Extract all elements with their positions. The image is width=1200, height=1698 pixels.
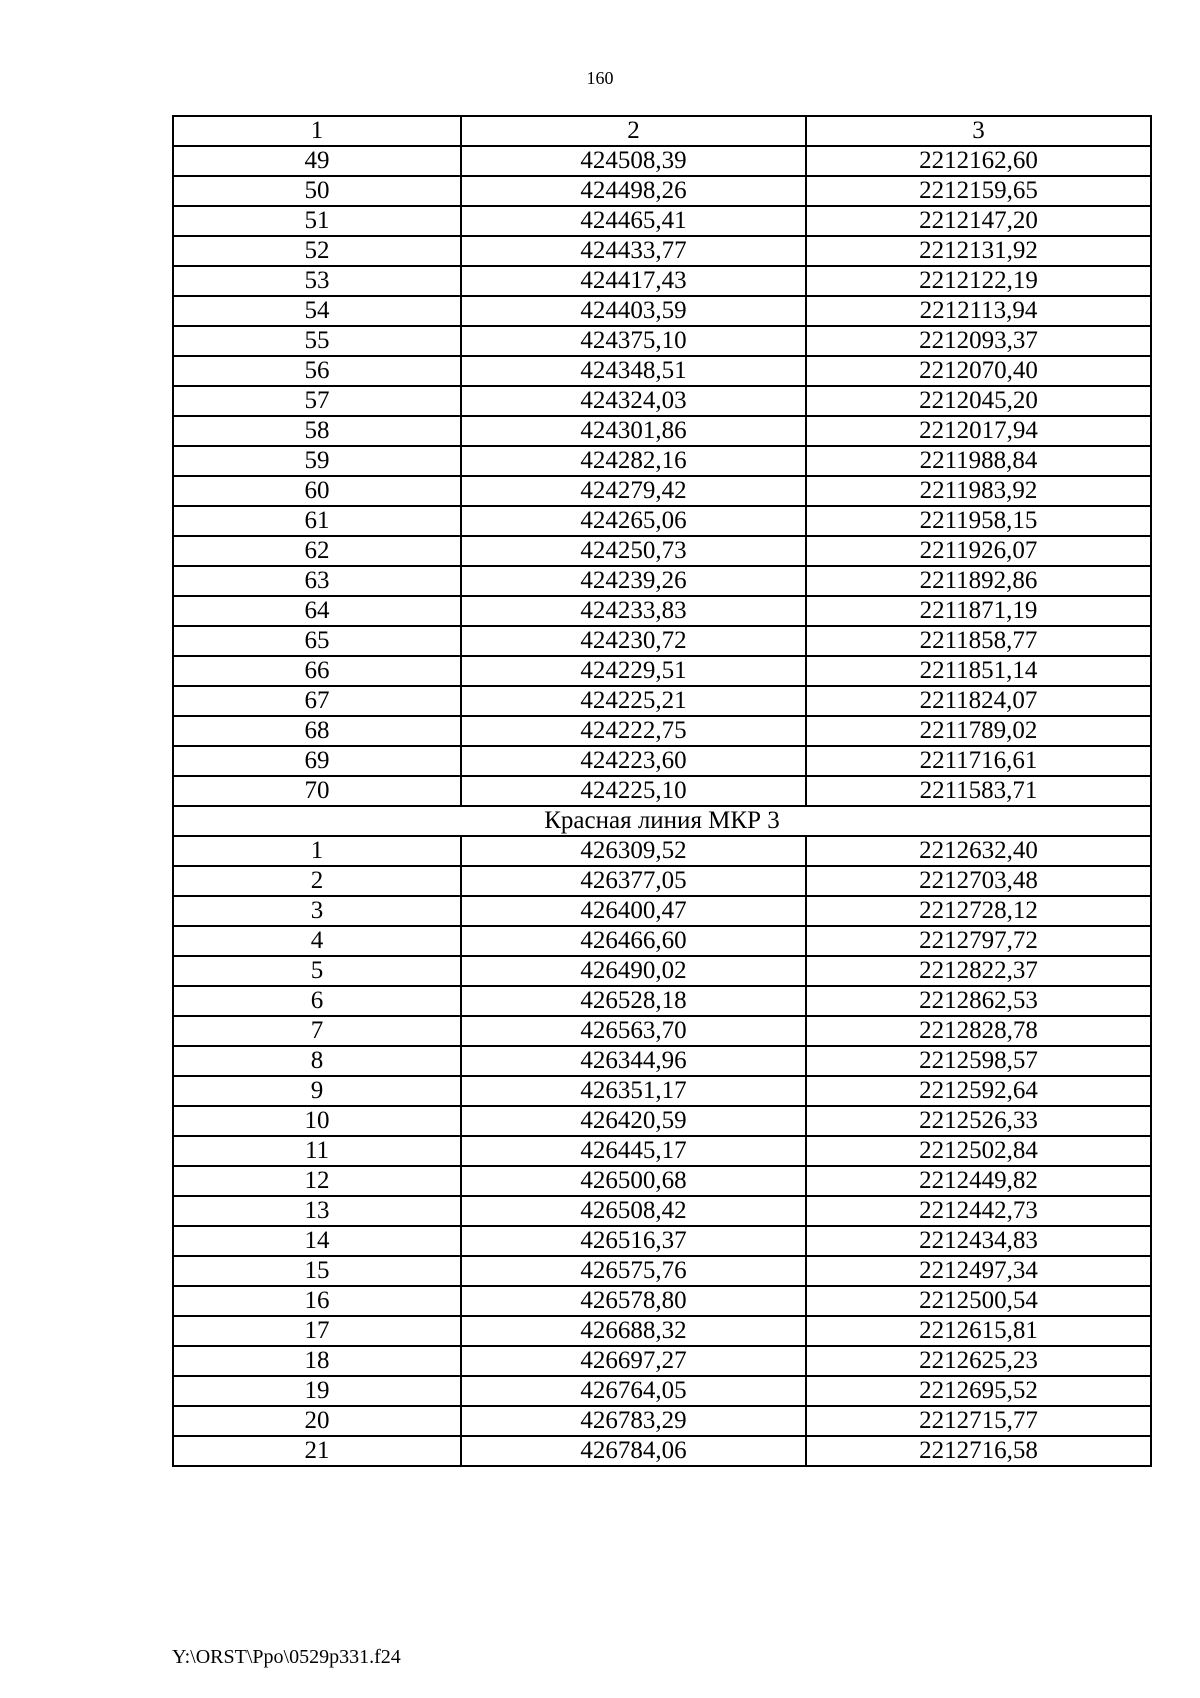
- y-coordinate-cell: 2212598,57: [806, 1046, 1151, 1076]
- table-row: [173, 326, 1151, 356]
- table-row: [173, 1196, 1151, 1226]
- y-coordinate-cell: 2212497,34: [806, 1256, 1151, 1286]
- point-number-cell: 19: [173, 1376, 461, 1406]
- x-coordinate-cell: 424403,59: [461, 296, 806, 326]
- y-coordinate-cell: 2212449,82: [806, 1166, 1151, 1196]
- y-coordinate-cell: 2212159,65: [806, 176, 1151, 206]
- point-number-cell: 6: [173, 986, 461, 1016]
- y-coordinate-cell: 2212147,20: [806, 206, 1151, 236]
- table-row: [173, 716, 1151, 746]
- y-coordinate-cell: 2212131,92: [806, 236, 1151, 266]
- point-number-cell: 49: [173, 146, 461, 176]
- y-coordinate-cell: 2212625,23: [806, 1346, 1151, 1376]
- table-row: [173, 1316, 1151, 1346]
- x-coordinate-cell: 426578,80: [461, 1286, 806, 1316]
- y-coordinate-cell: 2212500,54: [806, 1286, 1151, 1316]
- table-row: [173, 296, 1151, 326]
- table-row: [173, 206, 1151, 236]
- y-coordinate-cell: 2212017,94: [806, 416, 1151, 446]
- y-coordinate-cell: 2212822,37: [806, 956, 1151, 986]
- y-coordinate-cell: 2211858,77: [806, 626, 1151, 656]
- point-number-cell: 56: [173, 356, 461, 386]
- y-coordinate-cell: 2211988,84: [806, 446, 1151, 476]
- point-number-cell: 14: [173, 1226, 461, 1256]
- y-coordinate-cell: 2212526,33: [806, 1106, 1151, 1136]
- x-coordinate-cell: 426528,18: [461, 986, 806, 1016]
- x-coordinate-cell: 426445,17: [461, 1136, 806, 1166]
- x-coordinate-cell: 424233,83: [461, 596, 806, 626]
- table-row: [173, 686, 1151, 716]
- point-number-cell: 68: [173, 716, 461, 746]
- point-number-cell: 10: [173, 1106, 461, 1136]
- y-coordinate-cell: 2212113,94: [806, 296, 1151, 326]
- point-number-cell: 53: [173, 266, 461, 296]
- point-number-cell: 67: [173, 686, 461, 716]
- x-coordinate-cell: 426420,59: [461, 1106, 806, 1136]
- table-row: [173, 506, 1151, 536]
- section-row: [173, 806, 1151, 836]
- point-number-cell: 63: [173, 566, 461, 596]
- table-row: [173, 176, 1151, 206]
- table-row: [173, 1166, 1151, 1196]
- point-number-cell: 4: [173, 926, 461, 956]
- y-coordinate-cell: 2212162,60: [806, 146, 1151, 176]
- x-coordinate-cell: 424498,26: [461, 176, 806, 206]
- y-coordinate-cell: 2212502,84: [806, 1136, 1151, 1166]
- table-row: [173, 656, 1151, 686]
- y-coordinate-cell: 2211824,07: [806, 686, 1151, 716]
- y-coordinate-cell: 2212695,52: [806, 1376, 1151, 1406]
- table-row: [173, 356, 1151, 386]
- x-coordinate-cell: 426784,06: [461, 1436, 806, 1466]
- x-coordinate-cell: 424279,42: [461, 476, 806, 506]
- table-row: [173, 1226, 1151, 1256]
- x-coordinate-cell: 424265,06: [461, 506, 806, 536]
- y-coordinate-cell: 2211926,07: [806, 536, 1151, 566]
- table-row: [173, 776, 1151, 806]
- x-coordinate-cell: 426466,60: [461, 926, 806, 956]
- x-coordinate-cell: 424250,73: [461, 536, 806, 566]
- point-number-cell: 15: [173, 1256, 461, 1286]
- table-row: [173, 386, 1151, 416]
- x-coordinate-cell: 424433,77: [461, 236, 806, 266]
- table-row: [173, 236, 1151, 266]
- point-number-cell: 9: [173, 1076, 461, 1106]
- x-coordinate-cell: 426377,05: [461, 866, 806, 896]
- table-row: [173, 596, 1151, 626]
- y-coordinate-cell: 2211789,02: [806, 716, 1151, 746]
- x-coordinate-cell: 426516,37: [461, 1226, 806, 1256]
- y-coordinate-cell: 2212122,19: [806, 266, 1151, 296]
- x-coordinate-cell: 426508,42: [461, 1196, 806, 1226]
- section-title: Красная линия МКР 3: [173, 806, 1151, 836]
- y-coordinate-cell: 2211871,19: [806, 596, 1151, 626]
- y-coordinate-cell: 2212632,40: [806, 836, 1151, 866]
- coordinates-table: [172, 115, 1152, 1467]
- point-number-cell: 7: [173, 1016, 461, 1046]
- x-coordinate-cell: 424465,41: [461, 206, 806, 236]
- x-coordinate-cell: 424230,72: [461, 626, 806, 656]
- y-coordinate-cell: 2211851,14: [806, 656, 1151, 686]
- table-row: [173, 956, 1151, 986]
- x-coordinate-cell: 426400,47: [461, 896, 806, 926]
- y-coordinate-cell: 2211716,61: [806, 746, 1151, 776]
- point-number-cell: 62: [173, 536, 461, 566]
- x-coordinate-cell: 424239,26: [461, 566, 806, 596]
- table-row: [173, 266, 1151, 296]
- y-coordinate-cell: 2212592,64: [806, 1076, 1151, 1106]
- table-row: [173, 1256, 1151, 1286]
- point-number-cell: 55: [173, 326, 461, 356]
- table-row: [173, 416, 1151, 446]
- table-row: [173, 1376, 1151, 1406]
- x-coordinate-cell: 424225,10: [461, 776, 806, 806]
- table-row: [173, 1286, 1151, 1316]
- x-coordinate-cell: 426500,68: [461, 1166, 806, 1196]
- y-coordinate-cell: 2212093,37: [806, 326, 1151, 356]
- x-coordinate-cell: 426351,17: [461, 1076, 806, 1106]
- point-number-cell: 1: [173, 836, 461, 866]
- table-row: [173, 566, 1151, 596]
- y-coordinate-cell: 2211983,92: [806, 476, 1151, 506]
- point-number-cell: 61: [173, 506, 461, 536]
- table-row: [173, 446, 1151, 476]
- table-row: [173, 1016, 1151, 1046]
- table-row: [173, 626, 1151, 656]
- header-cell-y: 3: [806, 116, 1151, 146]
- point-number-cell: 16: [173, 1286, 461, 1316]
- point-number-cell: 51: [173, 206, 461, 236]
- y-coordinate-cell: 2212442,73: [806, 1196, 1151, 1226]
- y-coordinate-cell: 2211958,15: [806, 506, 1151, 536]
- point-number-cell: 50: [173, 176, 461, 206]
- table-row: [173, 746, 1151, 776]
- y-coordinate-cell: 2212070,40: [806, 356, 1151, 386]
- x-coordinate-cell: 426563,70: [461, 1016, 806, 1046]
- x-coordinate-cell: 426344,96: [461, 1046, 806, 1076]
- header-cell-point: 1: [173, 116, 461, 146]
- point-number-cell: 60: [173, 476, 461, 506]
- point-number-cell: 57: [173, 386, 461, 416]
- y-coordinate-cell: 2212045,20: [806, 386, 1151, 416]
- table-row: [173, 1346, 1151, 1376]
- point-number-cell: 52: [173, 236, 461, 266]
- x-coordinate-cell: 424301,86: [461, 416, 806, 446]
- x-coordinate-cell: 424375,10: [461, 326, 806, 356]
- x-coordinate-cell: 426783,29: [461, 1406, 806, 1436]
- x-coordinate-cell: 424282,16: [461, 446, 806, 476]
- table-row: [173, 896, 1151, 926]
- point-number-cell: 58: [173, 416, 461, 446]
- table-row: [173, 146, 1151, 176]
- point-number-cell: 12: [173, 1166, 461, 1196]
- x-coordinate-cell: 424222,75: [461, 716, 806, 746]
- x-coordinate-cell: 426764,05: [461, 1376, 806, 1406]
- point-number-cell: 2: [173, 866, 461, 896]
- x-coordinate-cell: 426309,52: [461, 836, 806, 866]
- point-number-cell: 59: [173, 446, 461, 476]
- point-number-cell: 21: [173, 1436, 461, 1466]
- point-number-cell: 20: [173, 1406, 461, 1436]
- table-row: [173, 1106, 1151, 1136]
- x-coordinate-cell: 426490,02: [461, 956, 806, 986]
- y-coordinate-cell: 2211583,71: [806, 776, 1151, 806]
- y-coordinate-cell: 2211892,86: [806, 566, 1151, 596]
- y-coordinate-cell: 2212715,77: [806, 1406, 1151, 1436]
- y-coordinate-cell: 2212797,72: [806, 926, 1151, 956]
- x-coordinate-cell: 424223,60: [461, 746, 806, 776]
- x-coordinate-cell: 424348,51: [461, 356, 806, 386]
- x-coordinate-cell: 426688,32: [461, 1316, 806, 1346]
- y-coordinate-cell: 2212434,83: [806, 1226, 1151, 1256]
- point-number-cell: 11: [173, 1136, 461, 1166]
- table-row: [173, 926, 1151, 956]
- point-number-cell: 54: [173, 296, 461, 326]
- x-coordinate-cell: 424508,39: [461, 146, 806, 176]
- point-number-cell: 13: [173, 1196, 461, 1226]
- x-coordinate-cell: 426697,27: [461, 1346, 806, 1376]
- table-row: [173, 1136, 1151, 1166]
- file-path-footer: Y:\ORST\Ppo\0529p331.f24: [172, 1646, 401, 1668]
- table-row: [173, 1406, 1151, 1436]
- y-coordinate-cell: 2212862,53: [806, 986, 1151, 1016]
- y-coordinate-cell: 2212615,81: [806, 1316, 1151, 1346]
- table-row: [173, 1046, 1151, 1076]
- page-number: 160: [586, 68, 614, 88]
- x-coordinate-cell: 424417,43: [461, 266, 806, 296]
- table-row: [173, 1076, 1151, 1106]
- point-number-cell: 64: [173, 596, 461, 626]
- table-row: [173, 1436, 1151, 1466]
- table-row: [173, 536, 1151, 566]
- table-row: [173, 986, 1151, 1016]
- table-row: [173, 476, 1151, 506]
- y-coordinate-cell: 2212828,78: [806, 1016, 1151, 1046]
- x-coordinate-cell: 424229,51: [461, 656, 806, 686]
- point-number-cell: 3: [173, 896, 461, 926]
- point-number-cell: 8: [173, 1046, 461, 1076]
- table-header-row: [173, 116, 1151, 146]
- table-row: [173, 836, 1151, 866]
- point-number-cell: 69: [173, 746, 461, 776]
- header-cell-x: 2: [461, 116, 806, 146]
- point-number-cell: 5: [173, 956, 461, 986]
- point-number-cell: 70: [173, 776, 461, 806]
- x-coordinate-cell: 424324,03: [461, 386, 806, 416]
- point-number-cell: 66: [173, 656, 461, 686]
- y-coordinate-cell: 2212728,12: [806, 896, 1151, 926]
- point-number-cell: 18: [173, 1346, 461, 1376]
- y-coordinate-cell: 2212703,48: [806, 866, 1151, 896]
- table-row: [173, 866, 1151, 896]
- point-number-cell: 65: [173, 626, 461, 656]
- x-coordinate-cell: 424225,21: [461, 686, 806, 716]
- point-number-cell: 17: [173, 1316, 461, 1346]
- x-coordinate-cell: 426575,76: [461, 1256, 806, 1286]
- y-coordinate-cell: 2212716,58: [806, 1436, 1151, 1466]
